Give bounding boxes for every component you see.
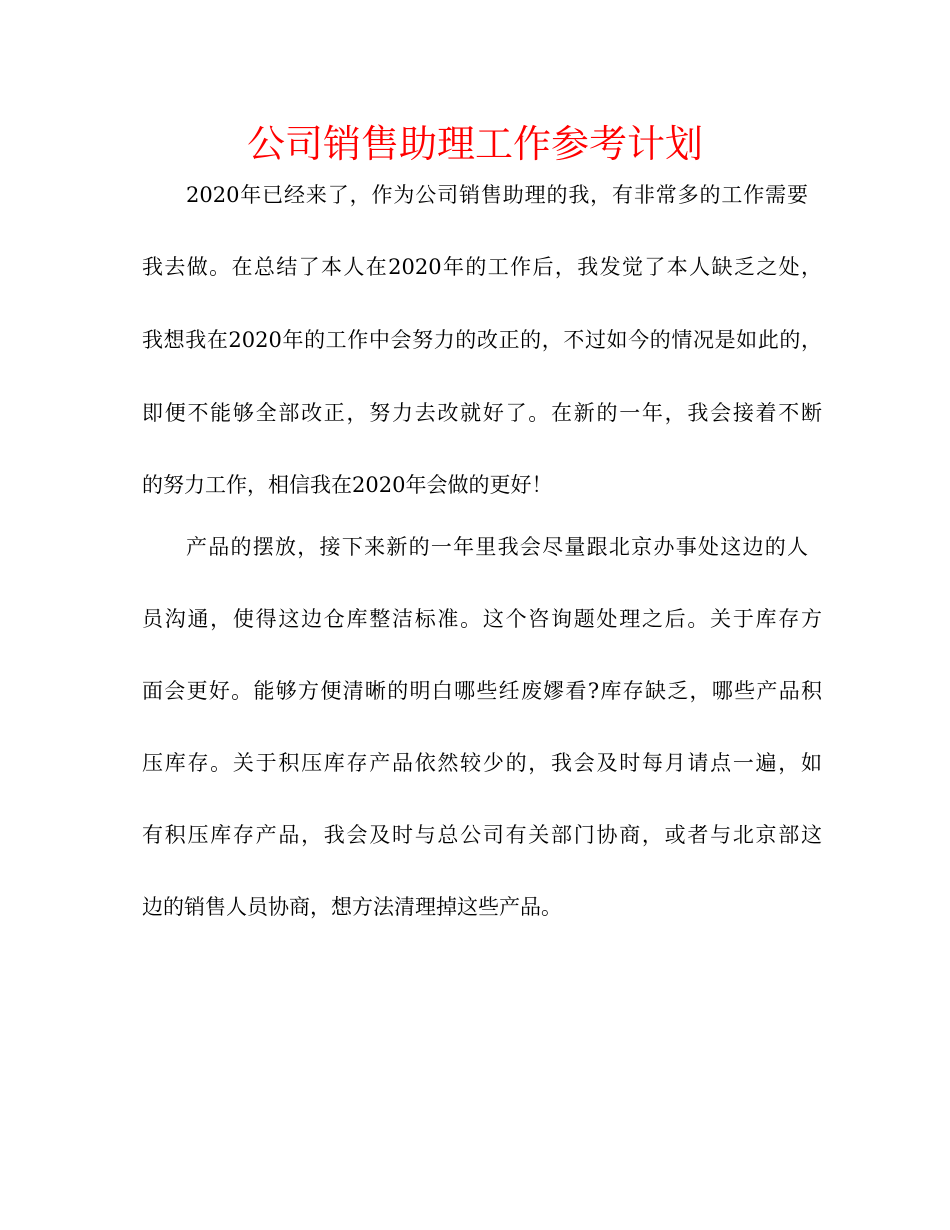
paragraph-1-line-5: 的努力工作，相信我在2020年会做的更好！ — [142, 473, 553, 497]
paragraph-2-line-5: 有积压库存产品，我会及时与总公司有关部门协商，或者与北京部这 — [142, 823, 822, 847]
paragraph-2-line-6: 边的销售人员协商，想方法清理掉这些产品。 — [142, 895, 562, 919]
paragraph-1-line-2: 我去做。在总结了本人在2020年的工作后，我发觉了本人缺乏之处， — [142, 255, 822, 279]
paragraph-2-line-1: 产品的摆放，接下来新的一年里我会尽量跟北京办事处这边的人 — [186, 535, 808, 559]
paragraph-2-line-4: 压库存。关于积压库存产品依然较少的，我会及时每月请点一遍，如 — [142, 751, 822, 775]
paragraph-1-line-3: 我想我在2020年的工作中会努力的改正的，不过如今的情况是如此的， — [142, 328, 822, 352]
paragraph-1-line-1: 2020年已经来了，作为公司销售助理的我，有非常多的工作需要 — [186, 183, 808, 207]
document-title: 公司销售助理工作参考计划 — [246, 122, 703, 166]
paragraph-1-line-4: 即便不能够全部改正，努力去改就好了。在新的一年，我会接着不断 — [142, 401, 822, 425]
paragraph-2-line-2: 员沟通，使得这边仓库整洁标准。这个咨询题处理之后。关于库存方 — [142, 607, 822, 631]
paragraph-2-line-3: 面会更好。能够方便清晰的明白哪些纴废嫪看?库存缺乏，哪些产品积 — [142, 679, 822, 703]
